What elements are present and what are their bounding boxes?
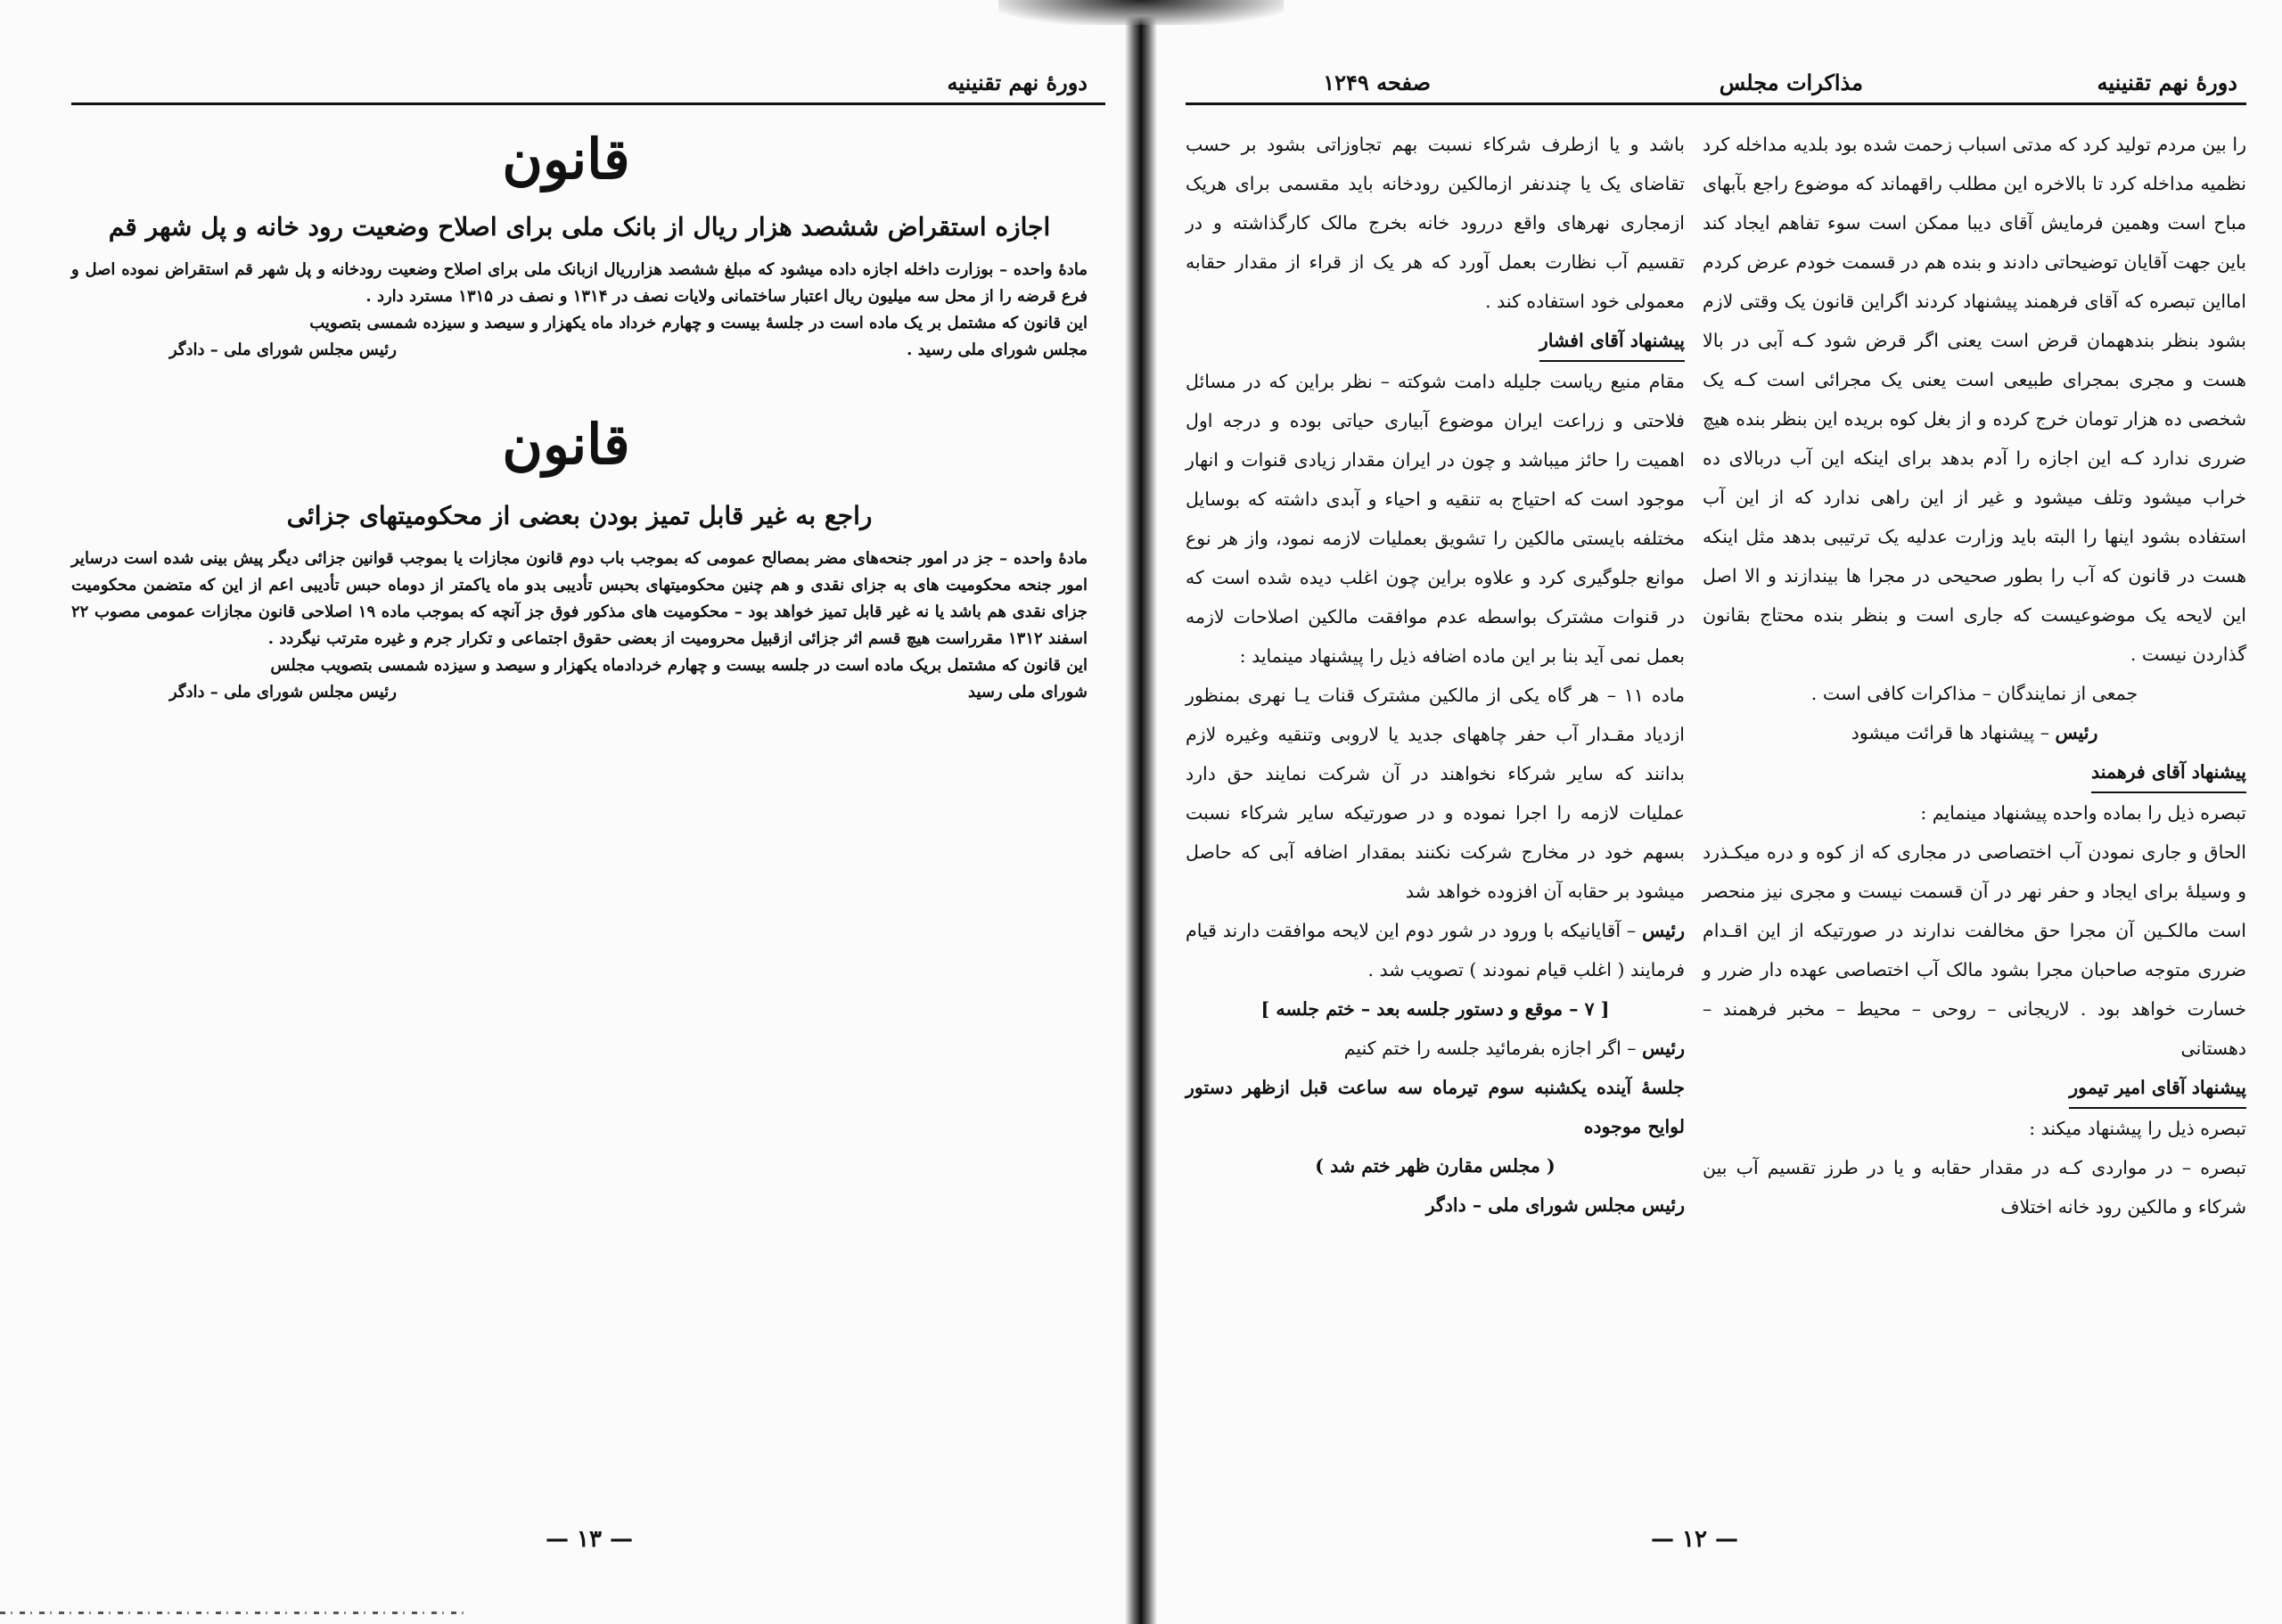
speaker-name: رئیس [2055, 722, 2098, 743]
law-body [71, 257, 1088, 364]
scan-artifact [0, 1612, 464, 1614]
paragraph: مقام منیع ریاست جلیله دامت شوکته – نظر براین که در مسائل فلاحتی و زراعت ایران موضوع آبیاری حیاتی بوده و درجه اول اهمیت را حائز میباشد و چون در ایران مقدار زیادی قنوات و انهار موجود است که احتیاج به تنقیه و احیاء و آبدی داشته که بوسایل مختلفه بایستی مالکین را تشویق بعملیات لازمه نمود، واز هر نوع موانع جلوگیری کرد و علاوه براین چون اغلب دیده شده است که در قنوات مشترک بواسطه عدم موافقت مالکین اصلاحات لازمه بعمل نمی آید بنا بر این ماده اضافه ذیل را پیشنهاد مینماید : [1186, 371, 1685, 667]
page-number: — ۱۲ — [1651, 1526, 1739, 1553]
law-signature [71, 679, 1088, 706]
header-session-label: دورهٔ نهم تقنینیه [947, 70, 1088, 95]
paragraph: تبصره ذیل را بماده واحده پیشنهاد مینمایم : [1920, 802, 2246, 824]
speaker-text: – آقایانیکه با ورود در شور دوم این لایحه موافقت دارند قیام فرمایند ( اغلب قیام نمودند ) تصویب شد . [1186, 920, 1685, 980]
paragraph: ماده ۱۱ – هر گاه یکی از مالکین مشترک قنات یـا نهری بمنظور ازدیاد مقـدار آب حفر چاههای جدید یا لاروبی وتنقیه وغیره لازم بدانند که سایر شرکاء نخواهند در آن شرکت نمایند حق دارد عملیات لازمه را اجرا نموده و در صورتیکه سایر شرکاء نسبت بسهم خود در مخارج شرکت نکنند بمقدار اضافه آبی که حاصل میشود بر حقابه آن افزوده خواهد شد [1186, 685, 1685, 902]
paragraph: را بین مردم تولید کرد که مدتی اسباب زحمت شده بود بلدیه مداخله کرد نظمیه مداخله کرد تا بالاخره این مطلب راقهماند که موضوع راجع بآبهای مباح است وهمین فرمایش آقای دیبا ممکن است سوء تفاهم ایجاد کند باین جهت آقایان توضیحاتی دادند و بنده هم در قسمت خودم عرض کردم امااین تبصره که آقای فرهمند پیشنهاد کردند اگراین قانون یک وقتی لازم بشود بنظر بندههمان قرض است یعنی اگر قرض شود کـه آبی در بالا هست و مجری بمجرای طبیعی است یعنی یک مجرائی است کـه یک شخصی ده هزار تومان خرج کرده و از بغل کوه بریده این بنظر بنده هیچ ضرری ندارد کـه این اجازه را آدم بدهد برای اینکه این آب دربالای ده خراب میشود وتلف میشود و غیر از این راهی ندارد که از این آب استفاده بشود اینها را البته باید وزارت عدلیه یک ترتیبی بدهد مثل اینکه هست در قانون که آب را بطور صحیحی در مجرا ها بیندازند و الا اصل این لایحه یک موضوعیست که جاری است و بنظر بنده محتاج بقانون گذاردن نیست . [1703, 134, 2246, 665]
text-column-right [1703, 125, 2246, 1226]
next-session-notice: جلسهٔ آینده یکشنبه سوم تیرماه سه ساعت قبل ازظهر دستور لوایح موجوده [1186, 1077, 1685, 1137]
law-signature [71, 337, 1088, 364]
paragraph [1186, 1029, 1685, 1068]
law-subtitle: اجازه استقراض ششصد هزار ریال از بانک ملی برای اصلاح وضعیت رود خانه و پل شهر قم [108, 212, 1051, 242]
spine-top-shadow [998, 0, 1284, 25]
ratified-text: مجلس شورای ملی رسید . [907, 340, 1088, 359]
law-subtitle: راجع به غیر قابل تمیز بودن بعضی از محکومیتهای جزائی [286, 501, 873, 530]
proposal-heading: پیشنهاد آقای فرهمند [2091, 752, 2246, 793]
proposal-heading-wrap [1703, 752, 2246, 793]
paragraph: تبصره – در مواردی کـه در مقدار حقابه و یا در طرز تقسیم آب بین شرکاء و مالکین رود خانه اختلاف [1703, 1157, 2246, 1218]
header-page-label: صفحه ۱۲۴۹ [1323, 70, 1431, 95]
paragraph [1703, 713, 2246, 752]
law-article: مادهٔ واحده – جز در امور جنحه‌های مضر بمصالح عمومی که بموجب باب دوم قانون مجازات یا بموجب قوانین جزائی دیگر پیش بینی شده است درسایر امور جنحه محکومیت های به جزای نقدی و هم چنین محکومیتهای بحبس تأدیبی بدو ماه یاکمتر از دوماه حبس تأدیبی اعم از این که متضمن محکومیت جزای نقدی هم باشد یا نه غیر قابل تمیز خواهد بود – محکومیت های مذکور فوق جز آنچه که بموجب ماده ۱۹ اصلاحی قانون مجازات عمومی مصوب ۲۲ اسفند ۱۳۱۲ مقرراست هیچ قسم اثر جزائی ازقبیل محرومیت از بعضی حقوق اجتماعی و تکرار جرم و غیره مترتب نیگردد . [71, 549, 1088, 648]
proposal-heading-wrap [1703, 1068, 2246, 1109]
proposal-heading: پیشنهاد آقای افشار [1539, 321, 1685, 362]
speaker-name: رئیس [1642, 1038, 1685, 1059]
speaker-text: – اگر اجازه بفرمائید جلسه را ختم کنیم [1343, 1038, 1643, 1059]
left-page [0, 0, 1132, 1624]
header-publication-title: مذاکرات مجلس [1719, 70, 1863, 95]
law-body [71, 545, 1088, 706]
page-header [1186, 70, 2237, 102]
proposal-heading-wrap [1186, 321, 1685, 362]
law-ratification: این قانون که مشتمل بر یک ماده است در جلسهٔ بیست و چهارم خرداد ماه یکهزار و سیصد و سیزده شمسی بتصویب [309, 314, 1088, 332]
right-page [1150, 0, 2282, 1624]
closing-note: ( مجلس مقارن ظهر ختم شد ) [1315, 1155, 1556, 1177]
proposal-heading: پیشنهاد آقای امیر تیمور [2069, 1068, 2246, 1109]
paragraph: الحاق و جاری نمودن آب اختصاصی در مجاری که از کوه و دره میکـذرد و وسیلهٔ برای ایجاد و حفر نهر در آن قسمت نیست و مجری نیز منحصر است مالکـین آن مجرا حق مخالفت ندارند در صورتیکه از این اقـدام ضرری متوجه صاحبان مجرا بشود مالک آب اختصاصی عهده دار ضرر و خسارت خواهد بود . لاریجانی – روحی – محیط – مخبر فرهمند – دهستانی [1703, 841, 2246, 1059]
law-title: قانون [502, 127, 630, 192]
speaker-signature: رئیس مجلس شورای ملی – دادگر [169, 683, 397, 701]
paragraph: باشد و یا ازطرف شرکاء نسبت بهم تجاوزاتی بشود بر حسب تقاضای یک یا چندنفر ازمالکین رودخانه باید مقسمی برای هریک ازمجاری نهرهای واقع دررود خانه بخرج مالک کارگذاشته و در تقسیم آب نظارت بعمل آورد که هر یک از قراء از مقدار حقابه معمولی خود استفاده کند . [1186, 134, 1685, 312]
page-header [71, 70, 1088, 102]
paragraph: تبصره ذیل را پیشنهاد میکند : [2029, 1118, 2246, 1139]
page-number: — ۱۳ — [546, 1526, 634, 1553]
speaker-signature: رئیس مجلس شورای ملی – دادگر [169, 340, 397, 359]
speaker-signature: رئیس مجلس شورای ملی – دادگر [1425, 1194, 1685, 1216]
section-heading: [ ۷ – موقع و دستور جلسه بعد – ختم جلسه ] [1260, 998, 1610, 1020]
text-column-left [1186, 125, 1685, 1225]
ratified-text: شورای ملی رسید [968, 683, 1088, 701]
paragraph [1186, 911, 1685, 989]
law-title: قانون [502, 412, 630, 477]
speaker-text: – پیشنهاد ها قرائت میشود [1851, 722, 2056, 743]
paragraph: جمعی از نمایندگان – مذاکرات کافی است . [1810, 683, 2138, 704]
law-ratification: این قانون که مشتمل بریک ماده است در جلسه بیست و چهارم خردادماه یکهزار و سیصد و سیزده شمسی بتصویب مجلس [270, 656, 1088, 675]
header-rule [71, 103, 1105, 105]
book-spine-shadow [1125, 0, 1157, 1624]
header-session-label: دورهٔ نهم تقنینیه [2097, 70, 2237, 95]
law-article: مادهٔ واحده – بوزارت داخله اجازه داده میشود که مبلغ ششصد هزارریال ازبانک ملی برای اصلاح وضعیت رودخانه و پل شهر قم استقراض نموده اصل و فرع قرضه را از محل سه میلیون ریال اعتبار ساختمانی ولایات نصف در ۱۳۱۴ و نصف در ۱۳۱۵ مسترد دارد . [71, 260, 1088, 306]
speaker-name: رئیس [1642, 920, 1685, 941]
header-rule [1186, 103, 2246, 105]
